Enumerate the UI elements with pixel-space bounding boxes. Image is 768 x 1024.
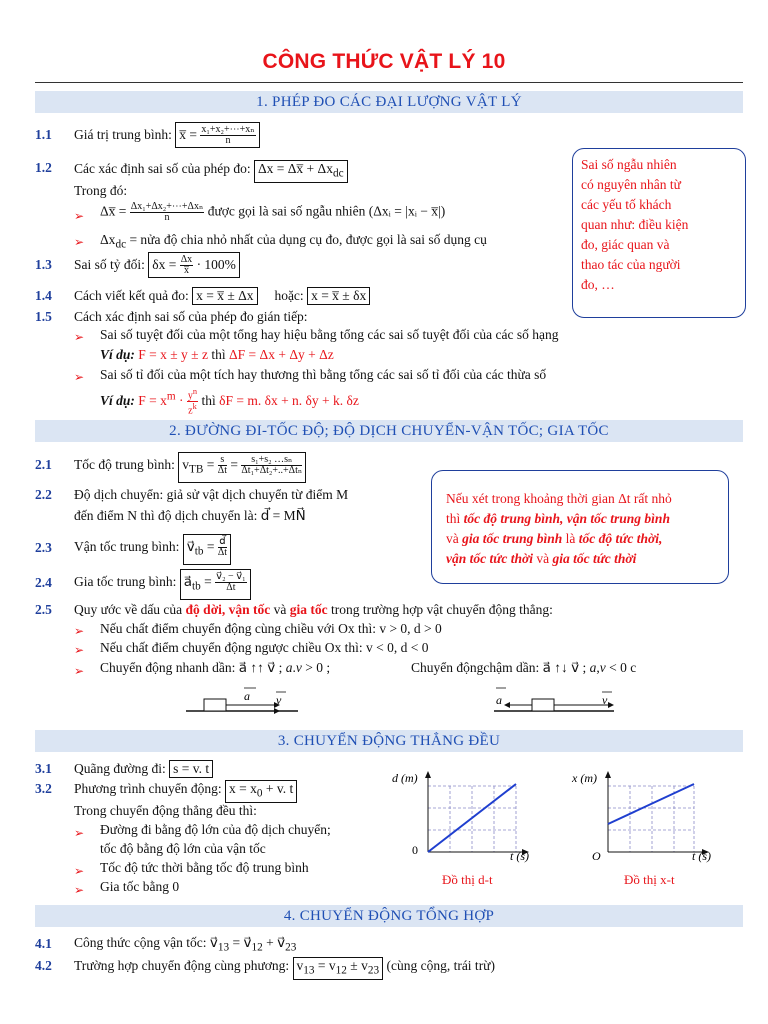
item-number: 3.1 — [35, 761, 52, 776]
block — [204, 699, 226, 711]
item-1-3 — [74, 252, 240, 278]
item-text: Nếu chất điểm chuyển động ngược chiều Ox thì: v < 0, d < 0 — [100, 640, 429, 655]
note-instantaneous: Nếu xét trong khoảng thời gian Δt rất nhỏ thì tốc độ trung bình, vận tốc trung bình và gia tốc trung bình là tốc độ tức thời, vận tốc tức thời và gia tốc tức thời — [431, 470, 729, 584]
example-1: Ví dụ: F = x ± y ± z thì ΔF = Δx + Δy + Δz — [100, 347, 334, 362]
formula-box: $x = x_0 + v$. t — [225, 780, 297, 803]
item-number: 4.2 — [35, 958, 52, 973]
item-text: tốc độ bằng độ lớn của vận tốc — [100, 841, 266, 856]
item-number: 2.2 — [35, 487, 52, 502]
section-header-2: 2. ĐƯỜNG ĐI-TỐC ĐỘ; ĐỘ DỊCH CHUYỂN-VẬN TỐC; GIA TỐC — [35, 420, 743, 442]
item-text: Trong chuyển động thẳng đều thì: — [74, 803, 257, 818]
item-text: Cách xác định sai số của phép đo gián tiếp: — [74, 309, 308, 324]
item-text: Các xác định sai số của phép đo: — [74, 161, 251, 176]
item-number: 2.3 — [35, 540, 52, 555]
item-1-1 — [74, 122, 260, 148]
item-text: được gọi là sai số ngẫu nhiên — [207, 203, 366, 219]
y-axis-label: x (m) — [572, 771, 597, 785]
arrow-bullet-icon: ➢ — [74, 664, 85, 678]
formula-box: s = v. t — [169, 760, 213, 778]
item-text: Gia tốc trung bình: — [74, 574, 177, 589]
item-1-2-bullet-2: $\Delta x_{dc}$ = nửa độ chia nhỏ nhất của dụng cụ đo, được gọi là sai số dụng cụ — [100, 232, 487, 251]
item-2-4 — [74, 569, 251, 600]
item-2-2b: đến điểm N thì độ dịch chuyển là: d⃗ = MN⃗ — [74, 508, 306, 523]
arrow-bullet-icon: ➢ — [74, 864, 85, 878]
origin-label: 0 — [412, 843, 418, 857]
item-text: Giá trị trung bình: — [74, 127, 172, 142]
decelerating-motion-diagram — [490, 680, 620, 718]
arrow-bullet-icon: ➢ — [74, 826, 85, 840]
item-2-5-decel: Chuyển độngchậm dần: a⃗ ↑↓ v⃗ ; a,v < 0 c — [411, 660, 637, 675]
item-text: Phương trình chuyển động: — [74, 781, 222, 796]
item-text: Vận tốc trung bình: — [74, 539, 180, 554]
item-text: Tốc độ trung bình: — [74, 457, 175, 472]
arrowhead-icon — [504, 702, 510, 708]
item-text: Trong đó: — [74, 183, 128, 198]
item-text: Công thức cộng vận tốc: — [74, 935, 207, 950]
item-number: 2.1 — [35, 457, 52, 472]
section-header-1: 1. PHÉP ĐO CÁC ĐẠI LƯỢNG VẬT LÝ — [35, 91, 743, 113]
section-header-3: 3. CHUYỂN ĐỘNG THẲNG ĐỀU — [35, 730, 743, 752]
arrow-bullet-icon: ➢ — [74, 624, 85, 638]
item-text: Cách viết kết quả đo: — [74, 288, 189, 303]
x-axis-label: t (s) — [510, 849, 529, 863]
item-text: đến điểm N thì độ dịch chuyển là: — [74, 508, 258, 523]
item-1-2-bullet-1: Δx̅ = $\frac{\text{Δx₁+Δx₂+⋯+Δxₙ}}{n}$ được gọi là sai số ngẫu nhiên (Δxᵢ = |xᵢ − x̅|) — [100, 201, 446, 223]
item-text: Quãng đường đi: — [74, 761, 166, 776]
item-text: Gia tốc bằng 0 — [100, 879, 180, 894]
a-label: a — [244, 689, 250, 703]
formula-box: Δx = Δx̅ + $\Delta x_{dc}$ — [254, 160, 348, 183]
item-number: 1.4 — [35, 288, 52, 303]
arrow-bullet-icon: ➢ — [74, 235, 85, 249]
item-2-5: Quy ước về dấu của độ dời, vận tốc và gia tốc trong trường hợp vật chuyển động thẳng: — [74, 602, 553, 617]
origin-label: O — [592, 849, 601, 863]
item-number: 1.5 — [35, 309, 52, 324]
item-text: Độ dịch chuyển: giả sử vật dịch chuyển từ điểm M — [74, 487, 349, 502]
example-label: Ví dụ: — [100, 392, 135, 408]
item-text: (cùng cộng, trái trừ) — [386, 958, 495, 973]
formula-box: δx = $\frac{\Delta x}{x̅}$ · 100% — [148, 252, 240, 278]
formula-box: $v⃗_{tb}$ = $\frac{d⃗}{\Delta t}$ — [183, 534, 231, 565]
item-3-1 — [74, 760, 213, 778]
graph-caption: Đồ thị d-t — [442, 872, 493, 887]
item-2-5-accel: Chuyển động nhanh dần: a⃗ ↑↑ v⃗ ; a.v > 0 ; — [100, 660, 331, 675]
item-2-3 — [74, 534, 231, 565]
page-title: CÔNG THỨC VẬT LÝ 10 — [262, 50, 506, 73]
arrow-bullet-icon: ➢ — [74, 209, 85, 223]
y-axis-label: d (m) — [392, 771, 418, 785]
item-1-2 — [74, 160, 348, 183]
item-text: = nửa độ chia nhỏ nhất của dụng cụ đo, được gọi là sai số dụng cụ — [129, 232, 487, 247]
arrow-bullet-icon: ➢ — [74, 330, 85, 344]
item-text: Nếu chất điểm chuyển động cùng chiều với Ox thì: v > 0, d > 0 — [100, 621, 442, 636]
arrowhead-icon — [608, 702, 614, 708]
graph-caption: Đồ thị x-t — [624, 872, 675, 887]
v-label: v — [602, 693, 608, 707]
formula-box: $v_{TB}$ = $\frac{s}{\Delta t}$ = $\frac{\text{s₁+s₂ …sₙ}}{\text{Δt₁+Δt₂+..+Δtₙ}}$ — [178, 452, 306, 483]
item-number: 2.5 — [35, 602, 52, 617]
item-number: 1.1 — [35, 127, 52, 142]
arrowhead-icon — [605, 771, 611, 778]
a-label: a — [496, 693, 502, 707]
arrowhead-icon — [274, 708, 280, 714]
graph-line — [608, 784, 694, 824]
item-number: 1.3 — [35, 257, 52, 272]
section-header-4: 4. CHUYỂN ĐỘNG TỔNG HỢP — [35, 905, 743, 927]
item-number: 1.2 — [35, 160, 52, 175]
title-divider — [35, 82, 743, 83]
example-2: Ví dụ: $F = x^m$ · $\frac{y^n}{z^k}$ thì δF = m. δx + n. δy + k. δz — [100, 387, 359, 417]
formula-box: x = x̅ ± Δx — [192, 287, 257, 305]
arrow-bullet-icon: ➢ — [74, 370, 85, 384]
item-text: Sai số tỷ đối: — [74, 257, 145, 272]
arrow-bullet-icon: ➢ — [74, 883, 85, 897]
item-4-1: Công thức cộng vận tốc: $v⃗_{13}$ = $v⃗_{12}$ + $v⃗_{23}$ — [74, 935, 297, 954]
item-text: Sai số tuyệt đối của một tổng hay hiệu bằng tổng các sai số tuyệt đối của các số hạng — [100, 327, 559, 342]
formula-box: $a⃗_{tb}$ = $\frac{\text{v⃗₂ − v⃗₁}}{\Delta t}$ — [180, 569, 251, 600]
example-label: Ví dụ: — [100, 347, 135, 362]
item-text: Đường đi bằng độ lớn của độ dịch chuyển; — [100, 822, 331, 837]
item-text: hoặc: — [274, 288, 304, 303]
x-axis-label: t (s) — [692, 849, 711, 863]
item-number: 3.2 — [35, 781, 52, 796]
arrowhead-icon — [425, 771, 431, 778]
block — [532, 699, 554, 711]
item-1-4 — [74, 287, 370, 305]
item-2-1 — [74, 452, 306, 483]
item-text: Sai số tỉ đối của một tích hay thương thì bằng tổng các sai số tỉ đối của các thừa số — [100, 367, 547, 382]
graph-x-t — [568, 766, 728, 892]
formula-box: x = x̅ ± δx — [307, 287, 370, 305]
arrow-bullet-icon: ➢ — [74, 643, 85, 657]
graph-d-t — [384, 766, 544, 892]
v-label: v — [276, 693, 282, 707]
accelerating-motion-diagram — [180, 680, 310, 718]
item-text: Tốc độ tức thời bằng tốc độ trung bình — [100, 860, 309, 875]
formula-box: $v_{13} = v_{12} \pm v_{23}$ — [293, 957, 384, 980]
item-text: Trường hợp chuyển động cùng phương: — [74, 958, 290, 973]
item-3-2 — [74, 780, 297, 803]
item-number: 2.4 — [35, 575, 52, 590]
formula-box: x̅ = $\frac{\text{x₁+x₂+⋯+xₙ}}{n}$ — [175, 122, 259, 148]
item-4-2 — [74, 957, 495, 980]
note-random-error: Sai số ngẫu nhiên có nguyên nhân từ các yếu tố khách quan như: điều kiện đo, giác quan và thao tác của người đo, … — [572, 148, 746, 318]
item-number: 4.1 — [35, 936, 52, 951]
